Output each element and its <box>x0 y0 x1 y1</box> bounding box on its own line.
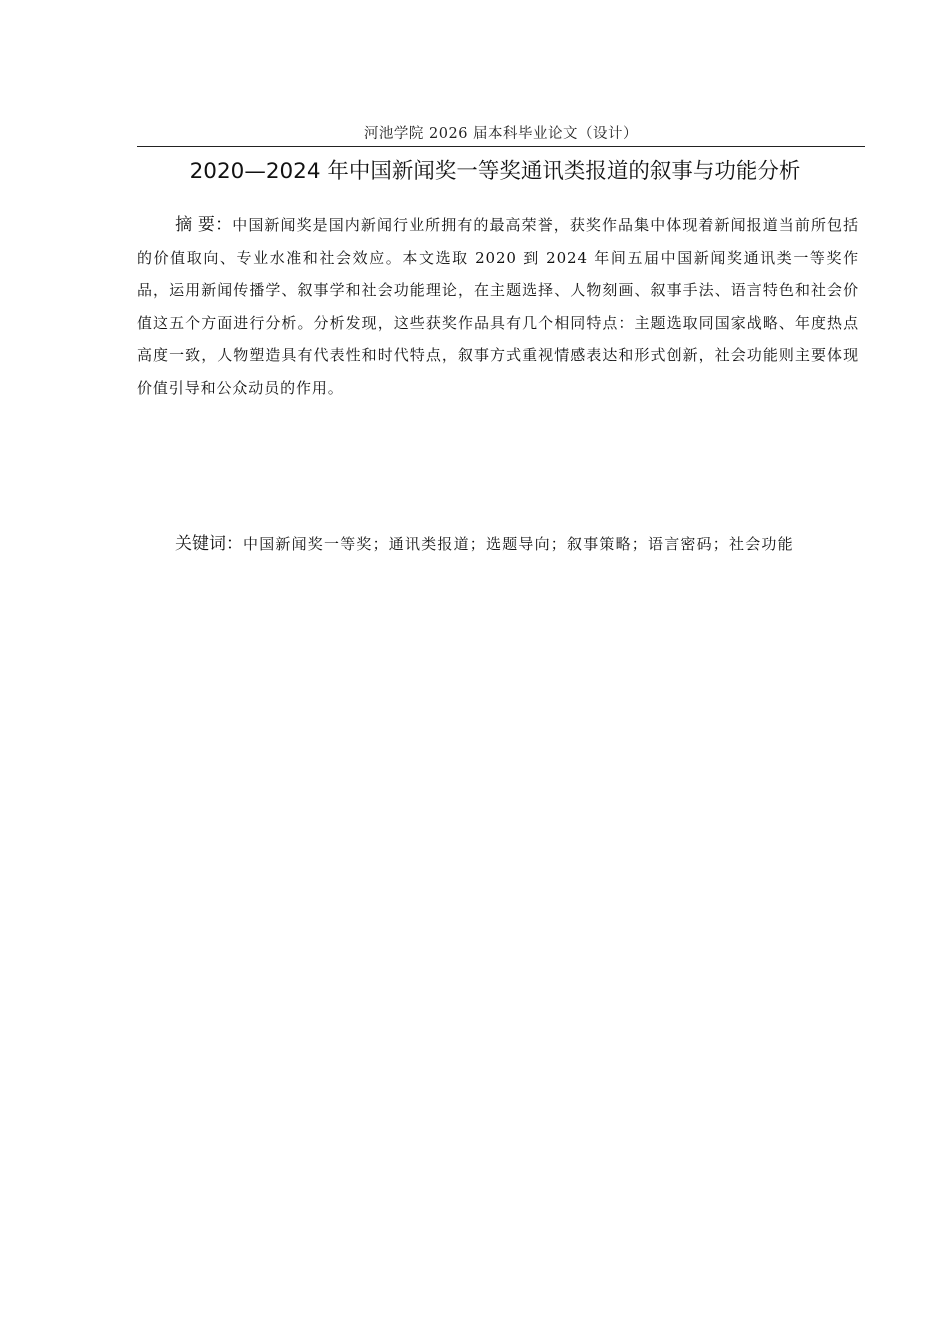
abstract-label: 摘 要： <box>175 215 233 235</box>
keywords-label: 关键词： <box>175 534 243 554</box>
keywords-paragraph <box>137 526 859 562</box>
keywords-text: 中国新闻奖一等奖；通讯类报道；选题导向；叙事策略；语言密码；社会功能 <box>243 535 794 553</box>
abstract-text: 中国新闻奖是国内新闻行业所拥有的最高荣誉，获奖作品集中体现着新闻报道当前所包括的价值取向、专业水准和社会效应。本文选取 2020 到 2024 年间五届中国新闻奖通讯类一等奖作品，运用新闻传播学、叙事学和社会功能理论，在主题选择、人物刻画、叙事手法、语言特色和社会价值这五个方面进行分析。分析发现，这些获奖作品具有几个相同特点：主题选取同国家战略、年度热点高度一致，人物塑造具有代表性和时代特点，叙事方式重视情感表达和形式创新，社会功能则主要体现价值引导和公众动员的作用。 <box>137 216 859 397</box>
running-header: 河池学院 2026 届本科毕业论文（设计） <box>363 126 639 142</box>
header-rule <box>137 146 865 147</box>
abstract-paragraph <box>137 209 859 404</box>
document-title: 2020—2024 年中国新闻奖一等奖通讯类报道的叙事与功能分析 <box>189 159 801 184</box>
